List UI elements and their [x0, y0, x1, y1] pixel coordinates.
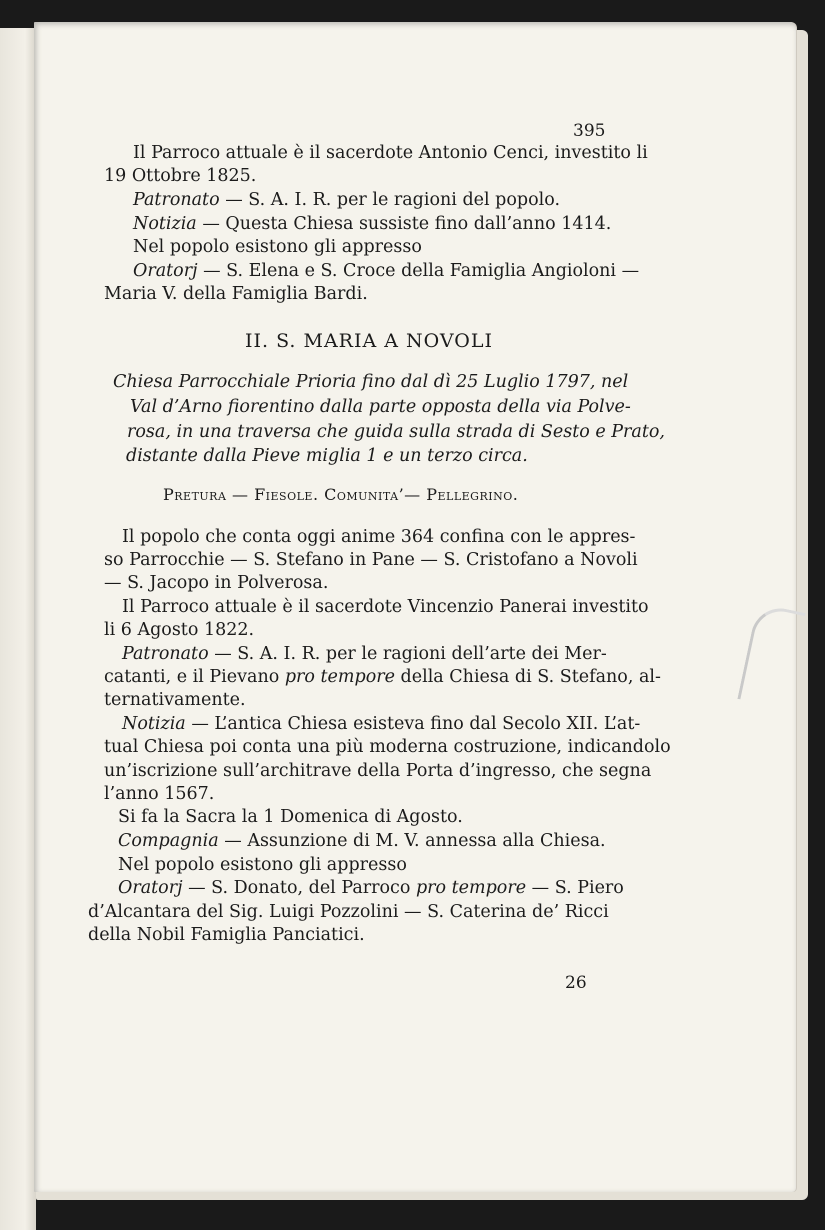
- text-b: — S. Piero: [531, 878, 624, 898]
- page-number: 395: [573, 121, 606, 141]
- p2-line-1: Il Parroco attuale è il sacerdote Vincenzio Panerai investito: [122, 597, 649, 617]
- pro-tempore: pro tempore: [284, 667, 395, 687]
- oratorj-line-1: [118, 878, 624, 898]
- top-popolo: Nel popolo esistono gli appresso: [133, 237, 422, 257]
- pro-tempore: pro tempore: [415, 878, 527, 898]
- p3-line-3: ternativamente.: [104, 690, 246, 710]
- top-patronato: [133, 190, 560, 210]
- p1-line-2: so Parrocchie — S. Stefano in Pane — S. Cristofano a Novoli: [104, 550, 638, 570]
- p3-line-1: [122, 644, 607, 664]
- p4-line-4: l’anno 1567.: [104, 784, 215, 804]
- p4-line-2: tual Chiesa poi conta una più moderna costruzione, indicandolo: [104, 737, 671, 757]
- compagnia-line: [118, 831, 606, 851]
- description-line-1: Chiesa Parrocchiale Prioria fino dal dì 25 Luglio 1797, nel: [113, 372, 629, 392]
- text: — Questa Chiesa sussiste fino dall’anno 1414.: [202, 214, 612, 234]
- section-title: II. S. MARIA A NOVOLI: [245, 330, 493, 352]
- text-b: della Chiesa di S. Stefano, al-: [400, 667, 661, 687]
- jurisdiction: Pretura — Fiesole. Comunita’— Pellegrino.: [163, 485, 519, 504]
- text-a: — S. Donato, del Parroco: [188, 878, 411, 898]
- oratorj-line-2: d’Alcantara del Sig. Luigi Pozzolini — S. Caterina de’ Ricci: [88, 902, 609, 922]
- p1-line-1: Il popolo che conta oggi anime 364 confina con le appres-: [122, 527, 636, 547]
- top-line-1: Il Parroco attuale è il sacerdote Antonio Cenci, investito li: [133, 143, 648, 163]
- p2-line-2: li 6 Agosto 1822.: [104, 620, 255, 640]
- popolo-line: Nel popolo esistono gli appresso: [118, 855, 407, 875]
- sacra-line: Si fa la Sacra la 1 Domenica di Agosto.: [118, 807, 463, 827]
- p3-line-2: [104, 667, 661, 687]
- signature-mark: 26: [565, 973, 587, 993]
- p4-line-3: un’iscrizione sull’architrave della Porta d’ingresso, che segna: [104, 761, 652, 781]
- text: — S. Elena e S. Croce della Famiglia Angioloni —: [203, 261, 640, 281]
- label: Oratorj: [133, 261, 198, 281]
- description-line-3: rosa, in una traversa che guida sulla strada di Sesto e Prato,: [127, 422, 665, 442]
- top-line-2: 19 Ottobre 1825.: [104, 166, 257, 186]
- text: — S. A. I. R. per le ragioni del popolo.: [225, 190, 561, 210]
- top-oratorj-cont: Maria V. della Famiglia Bardi.: [104, 284, 368, 304]
- label: Notizia: [122, 714, 186, 734]
- top-notizia: [133, 214, 611, 234]
- label: Oratorj: [118, 878, 183, 898]
- text: — L’antica Chiesa esisteva fino dal Secolo XII. L’at-: [191, 714, 641, 734]
- oratorj-line-3: della Nobil Famiglia Panciatici.: [88, 925, 365, 945]
- text: — S. A. I. R. per le ragioni dell’arte dei Mer-: [214, 644, 607, 664]
- text: — Assunzione di M. V. annessa alla Chiesa.: [224, 831, 606, 851]
- description-line-4: distante dalla Pieve miglia 1 e un terzo circa.: [126, 446, 528, 466]
- label: Notizia: [133, 214, 197, 234]
- top-oratorj: [133, 261, 639, 281]
- p1-line-3: — S. Jacopo in Polverosa.: [104, 573, 329, 593]
- text-a: catanti, e il Pievano: [104, 667, 280, 687]
- previous-page-edge: [0, 28, 36, 1230]
- paper-clip: [737, 603, 805, 709]
- label: Patronato: [122, 644, 209, 664]
- description-line-2: Val d’Arno fiorentino dalla parte opposta della via Polve-: [130, 397, 631, 417]
- label: Patronato: [133, 190, 220, 210]
- p4-line-1: [122, 714, 640, 734]
- label: Compagnia: [118, 831, 219, 851]
